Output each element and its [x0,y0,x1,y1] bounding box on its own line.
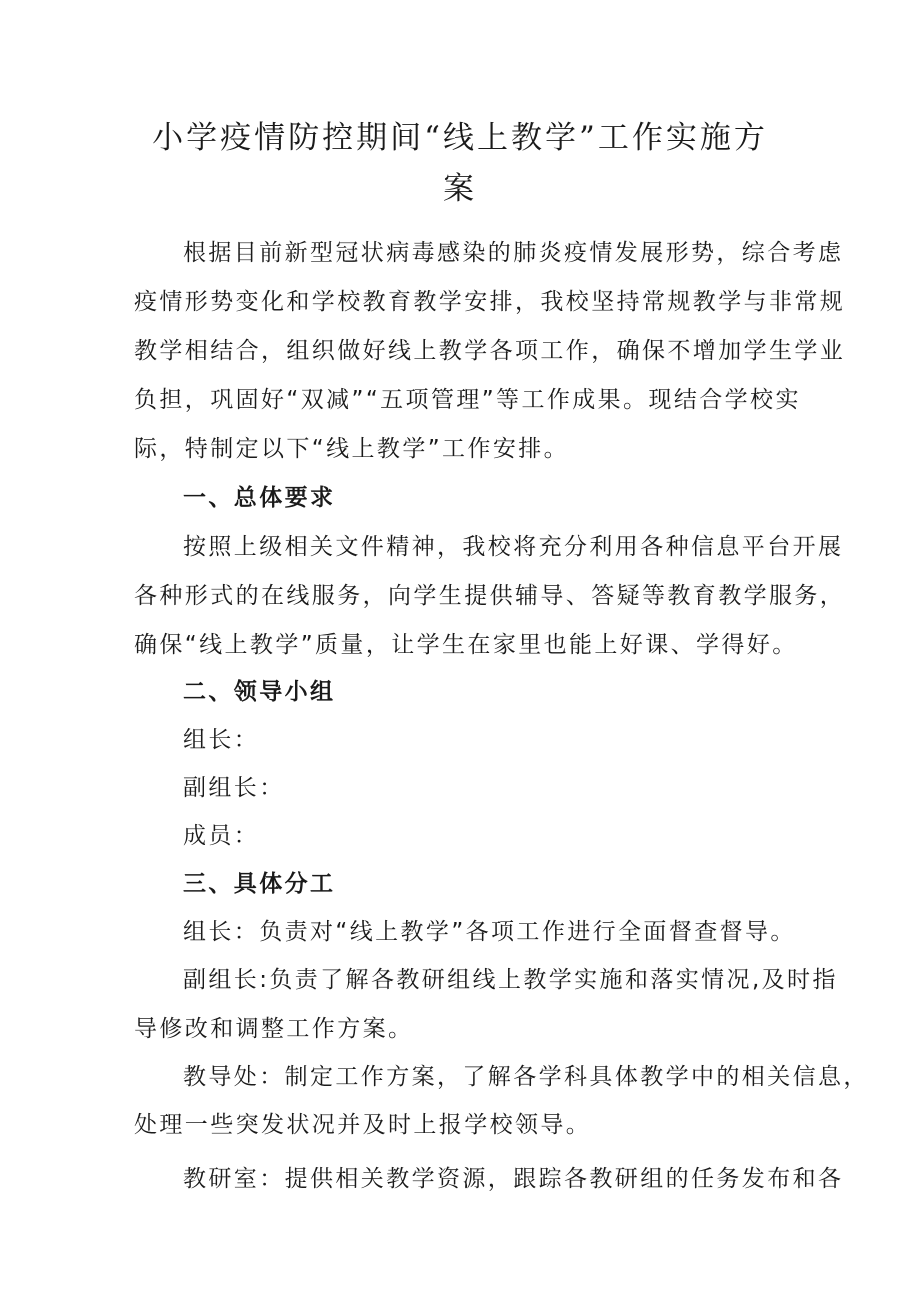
intro-line: 根据目前新型冠状病毒感染的肺炎疫情发展形势，综合考虑 [183,240,844,266]
section1-line: 确保“线上教学”质量，让学生在家里也能上好课、学得好。 [134,632,798,658]
section-heading-duties: 三、具体分工 [183,871,336,897]
duty-research-line: 教研室：提供相关教学资源，跟踪各教研组的任务发布和各 [183,1166,844,1192]
duty-leader-line: 组长：负责对“线上教学”各项工作进行全面督查督导。 [183,919,796,945]
duty-deputy-line: 副组长:负责了解各教研组线上教学实施和落实情况,及时指 [183,967,838,993]
section1-line: 各种形式的在线服务，向学生提供辅导、答疑等教育教学服务， [134,583,846,609]
intro-line: 教学相结合，组织做好线上教学各项工作，确保不增加学生学业 [134,338,846,364]
group-leader-label: 组长： [183,727,260,753]
section-heading-general: 一、总体要求 [183,485,336,511]
duty-office-line: 教导处：制定工作方案，了解各学科具体教学中的相关信息， [183,1064,869,1090]
section1-line: 按照上级相关文件精神，我校将充分利用各种信息平台开展 [183,534,844,560]
deputy-leader-label: 副组长： [183,775,285,801]
document-title-line-2: 案 [443,171,477,207]
section-heading-leadership: 二、领导小组 [183,679,336,705]
intro-line: 负担，巩固好“双减”“五项管理”等工作成果。现结合学校实 [134,387,801,413]
duty-deputy-line: 导修改和调整工作方案。 [134,1016,414,1042]
members-label: 成员： [183,823,260,849]
document-title-line-1: 小学疫情防控期间“线上教学”工作实施方 [152,120,768,156]
intro-line: 际，特制定以下“线上教学”工作安排。 [134,436,570,462]
duty-office-line: 处理一些突发状况并及时上报学校领导。 [134,1112,592,1138]
intro-line: 疫情形势变化和学校教育教学安排，我校坚持常规教学与非常规 [134,289,846,315]
